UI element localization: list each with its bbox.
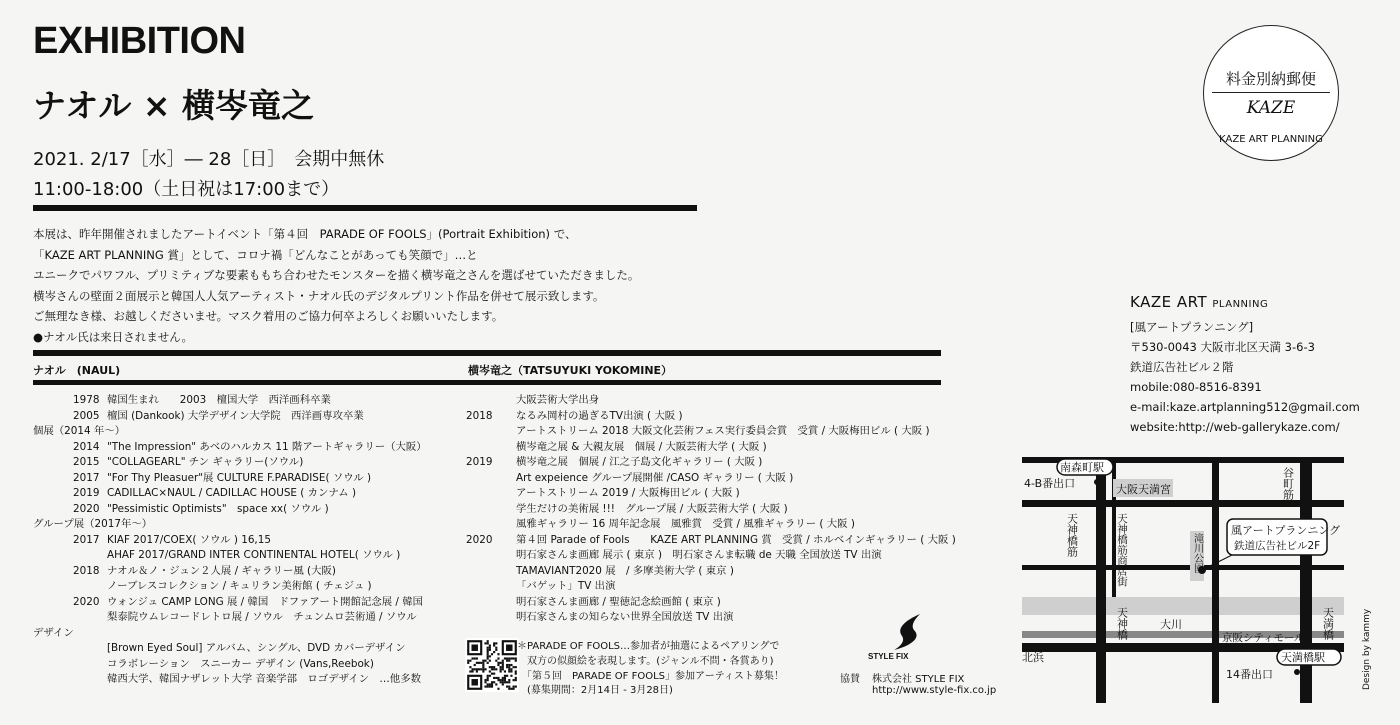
kaze-contact <box>1130 292 1360 437</box>
bio-entry: "COLLAGEARL" チン ギャラリー(ソウル) <box>107 456 304 468</box>
bio-row <box>33 424 453 440</box>
bio-entry: アートストリーム 2019 / 大阪梅田ビル ( 大阪 ) <box>516 487 740 499</box>
map-label-tenjinbashi: 天神橋 <box>1115 607 1129 640</box>
bio-row <box>33 579 453 595</box>
map-exit-14: 14番出口 <box>1226 668 1273 681</box>
exhibition-hours: 11:00-18:00（土日祝は17:00まで） <box>33 179 340 200</box>
bio-year: 2015 <box>73 456 100 468</box>
sponsor-label: 協賛 <box>840 674 860 685</box>
kaze-website[interactable]: website:http://web-gallerykaze.com/ <box>1130 420 1340 434</box>
bio-row <box>33 471 453 487</box>
bio-entry: 横岑竜之展 個展 / 江之子島文化ギャラリー ( 大阪 ) <box>516 456 763 468</box>
map-label-tanimachisuji: 谷町筋 <box>1281 467 1295 500</box>
map-label-tenmangu: 大阪天満宮 <box>1116 483 1171 496</box>
style-fix-logo <box>890 612 930 652</box>
bio-row <box>33 548 453 564</box>
parade-notes <box>517 640 784 699</box>
divider <box>33 350 941 356</box>
bio-entry: "Pessimistic Optimists" space xx( ソウル ) <box>107 502 329 515</box>
bio-entry: KIAF 2017/COEX( ソウル ) 16,15 <box>107 533 271 546</box>
map-label-keihan-city-mall: 京阪シティモール <box>1222 632 1305 644</box>
intro-line: 「KAZE ART PLANNING 賞」として、コロナ禍「どんなことがあっても笑顔で」…と <box>33 247 478 262</box>
bio-year: 2017 <box>73 533 100 546</box>
kaze-logo: KAZE <box>1246 98 1296 118</box>
sponsor-block <box>840 608 997 708</box>
bio-row <box>466 579 946 595</box>
bio-entry: 梨泰院ウムレコードレトロ展 / ソウル チュンムロ芸術通 / ソウル <box>107 611 417 623</box>
postage-stamp <box>1203 25 1339 161</box>
map-label-kitahama: 北浜 <box>1022 651 1044 664</box>
bio-entry: アートストリーム 2018 大阪文化芸術フェス実行委員会賞 受賞 / 大阪梅田ビル ( 大阪 ) <box>516 425 930 437</box>
bio-year: 2017 <box>73 471 100 484</box>
bio-entry: TAMAVIANT2020 展 / 多摩美術大学 ( 東京 ) <box>516 564 734 577</box>
map-label-building: 鉄道広告社ビル2F <box>1234 540 1321 552</box>
qr-code <box>465 638 519 692</box>
bio-entry: "The Impression" あべのハルカス 11 階アートギャラリー（大阪） <box>107 440 427 453</box>
bio-year: 2020 <box>73 595 100 608</box>
bio-row <box>466 393 946 409</box>
bio-row <box>33 409 453 425</box>
bio-entry: 大阪芸術大学出身 <box>516 394 600 406</box>
bio-entry: Art expeience グループ展開催 /CASO ギャラリー ( 大阪 ) <box>516 471 794 484</box>
intro-line: 横岑さんの壁面２面展示と韓国人人気アーティスト・ナオル氏のデジタルプリント作品を併せて展示致します。 <box>33 288 605 303</box>
intro-line: ●ナオル氏は来日されません。 <box>33 329 193 344</box>
map-label-shotengai: 天神橋筋商店街 <box>1116 513 1128 587</box>
kaze-kana: [風アートプランニング] <box>1130 320 1254 334</box>
kaze-email[interactable]: e-mail:kaze.artplanning512@gmail.com <box>1130 400 1360 414</box>
bio-entry: [Brown Eyed Soul] アルバム、シングル、DVD カバーデザイン <box>107 642 406 654</box>
stamp-title: 料金別納郵便 <box>1225 70 1316 88</box>
bio-entry: なるみ岡村の過ぎるTV出演 ( 大阪 ) <box>516 409 683 422</box>
bio-entry: 明石家さんまの知らない世界全国放送 TV 出演 <box>516 611 734 623</box>
design-credit: Design by kammy <box>1362 608 1372 690</box>
bio-row <box>466 502 946 518</box>
bio-year: 2020 <box>73 502 100 515</box>
bio-entry: 韓西大学、韓国ナザレット大学 音楽学部 ロゴデザイン …他多数 <box>107 673 421 685</box>
bio-row <box>33 486 453 502</box>
bio-row <box>33 393 453 409</box>
bio-entry: コラボレーション スニーカー デザイン (Vans,Reebok) <box>107 657 374 670</box>
yokomine-heading: 横岑竜之（TATSUYUKI YOKOMINE） <box>468 364 673 377</box>
bio-entry: ノーブレスコレクション / キュリラン美術館 ( チェジュ ) <box>107 580 372 592</box>
map-station-minamimorimachi: 南森町駅 <box>1060 461 1104 474</box>
bio-row <box>33 533 453 549</box>
intro-text <box>33 224 639 347</box>
kaze-mobile[interactable]: mobile:080-8516-8391 <box>1130 380 1262 394</box>
bio-section-heading: デザイン <box>33 626 74 639</box>
stamp-divider <box>1212 92 1330 93</box>
naul-heading: ナオル (NAUL) <box>33 364 121 377</box>
divider <box>33 380 941 385</box>
bio-row <box>33 517 453 533</box>
bio-row <box>33 502 453 518</box>
bio-section-heading: グループ展（2017年～） <box>33 518 153 530</box>
bio-year: 2020 <box>466 533 493 546</box>
sponsor-company: 株式会社 STYLE FIX <box>872 674 965 685</box>
bio-year: 2018 <box>73 564 100 577</box>
note-line: 双方の似顔絵を表現します。(ジャンル不問・各賞あり) <box>517 655 774 667</box>
bio-entry: 明石家さんま画廊 / 聖徳記念絵画館 ( 東京 ) <box>516 595 721 608</box>
map-label-takigawa-park: 滝川公園 <box>1191 533 1203 573</box>
bio-entry: AHAF 2017/GRAND INTER CONTINENTAL HOTEL( ソウル ) <box>107 549 401 561</box>
bio-year: 2019 <box>466 456 493 468</box>
stamp-subtitle: KAZE ART PLANNING <box>1219 134 1323 145</box>
bio-year: 2005 <box>73 409 100 422</box>
kaze-address: 〒530-0043 大阪市北区天満 3-6-3 <box>1130 340 1315 354</box>
artists-title: ナオル × 横岑竜之 <box>33 86 314 125</box>
intro-line: ユニークでパワフル、プリミティブな要素ももち合わせたモンスターを描く横岑竜之さんを選ばせていただきました。 <box>33 268 640 282</box>
bio-entry: ナオル＆ノ・ジュン２人展 / ギャラリー風 (大阪) <box>107 564 336 577</box>
access-map <box>1022 457 1344 703</box>
kaze-name: KAZE ART PLANNING <box>1130 293 1269 311</box>
bio-entry: 明石家さんま画廊 展示 ( 東京 ) 明石家さんま転職 de 天職 全国放送 TV 出演 <box>516 549 882 561</box>
yokomine-biography <box>466 393 956 626</box>
bio-row <box>33 610 453 626</box>
map-label-okawa: 大川 <box>1160 618 1182 631</box>
bio-row <box>466 548 946 564</box>
bio-row <box>33 626 453 642</box>
sponsor-logo-text: STYLE FIX <box>868 652 909 661</box>
divider <box>33 205 697 211</box>
bio-entry: "For Thy Pleasuer"展 CULTURE F.PARADISE( ソウル ) <box>107 471 372 484</box>
bio-section-heading: 個展（2014 年～） <box>33 425 126 437</box>
bio-row <box>33 641 453 657</box>
bio-row <box>466 455 946 471</box>
note-line: ＊PARADE OF FOOLS…参加者が抽選によるペアリングで <box>517 641 780 652</box>
bio-entry: 風雅ギャラリー 16 周年記念展 風雅賞 受賞 / 風雅ギャラリー ( 大阪 ) <box>516 518 855 530</box>
map-station-tenmabashi: 天満橋駅 <box>1281 651 1325 664</box>
bio-year: 1978 <box>73 394 100 406</box>
bio-year: 2019 <box>73 487 100 499</box>
bio-entry: 韓国生まれ 2003 檀国大学 西洋画科卒業 <box>107 394 331 406</box>
bio-entry: 横岑竜之展 & 大親友展 個展 / 大阪芸術大学 ( 大阪 ) <box>516 440 767 453</box>
bio-entry: 檀国 (Dankook) 大学デザイン大学院 西洋画専攻卒業 <box>107 409 364 422</box>
bio-row <box>466 424 946 440</box>
bio-row <box>33 657 453 673</box>
kaze-building: 鉄道広告社ビル２階 <box>1130 360 1234 374</box>
bio-row <box>466 440 946 456</box>
sponsor-url[interactable]: http://www.style-fix.co.jp <box>872 685 997 696</box>
note-line: (募集期間：2月14日 - 3月28日) <box>517 685 673 697</box>
bio-year: 2018 <box>466 409 493 422</box>
bio-row <box>33 672 453 688</box>
bio-year: 2014 <box>73 440 100 453</box>
map-label-tenmabashi: 天満橋 <box>1321 607 1335 640</box>
bio-row <box>33 440 453 456</box>
bio-row <box>33 564 453 580</box>
bio-entry: ウォンジュ CAMP LONG 展 / 韓国 ドファアート開館記念展 / 韓国 <box>107 595 424 608</box>
bio-row <box>33 455 453 471</box>
bio-row <box>466 564 946 580</box>
map-label-tenjinbashisuji: 天神橋筋 <box>1065 513 1079 557</box>
map-exit-4b: 4-B番出口 <box>1024 477 1076 490</box>
bio-row <box>466 533 956 549</box>
bio-row <box>466 486 946 502</box>
naul-biography <box>33 393 453 688</box>
bio-entry: 学生だけの美術展 !!! グループ展 / 大阪芸術大学 ( 大阪 ) <box>516 502 788 515</box>
bio-entry: CADILLAC×NAUL / CADILLAC HOUSE ( カンナム ) <box>107 487 357 499</box>
bio-entry: 第４回 Parade of Fools KAZE ART PLANNING 賞 受賞 / ホルベインギャラリー ( 大阪 ) <box>516 533 956 546</box>
bio-row <box>466 409 946 425</box>
bio-row <box>466 517 946 533</box>
bio-row <box>466 471 946 487</box>
bio-entry: 「バゲット」TV 出演 <box>516 580 616 592</box>
map-label-kaze: 風アートプランニング <box>1231 524 1341 537</box>
intro-line: 本展は、昨年開催されましたアートイベント「第４回 PARADE OF FOOLS」(Portrait Exhibition) で、 <box>33 227 577 241</box>
exhibition-heading: EXHIBITION <box>33 20 246 62</box>
exhibition-dates: 2021. 2/17［水］― 28［日］ 会期中無休 <box>33 149 385 170</box>
bio-row <box>33 595 453 611</box>
intro-line: ご無理なき様、お越しくださいませ。マスク着用のご協力何卒よろしくお願いいたします。 <box>33 309 504 323</box>
note-line: 「第５回 PARADE OF FOOLS」参加アーティスト募集！ <box>517 670 784 682</box>
